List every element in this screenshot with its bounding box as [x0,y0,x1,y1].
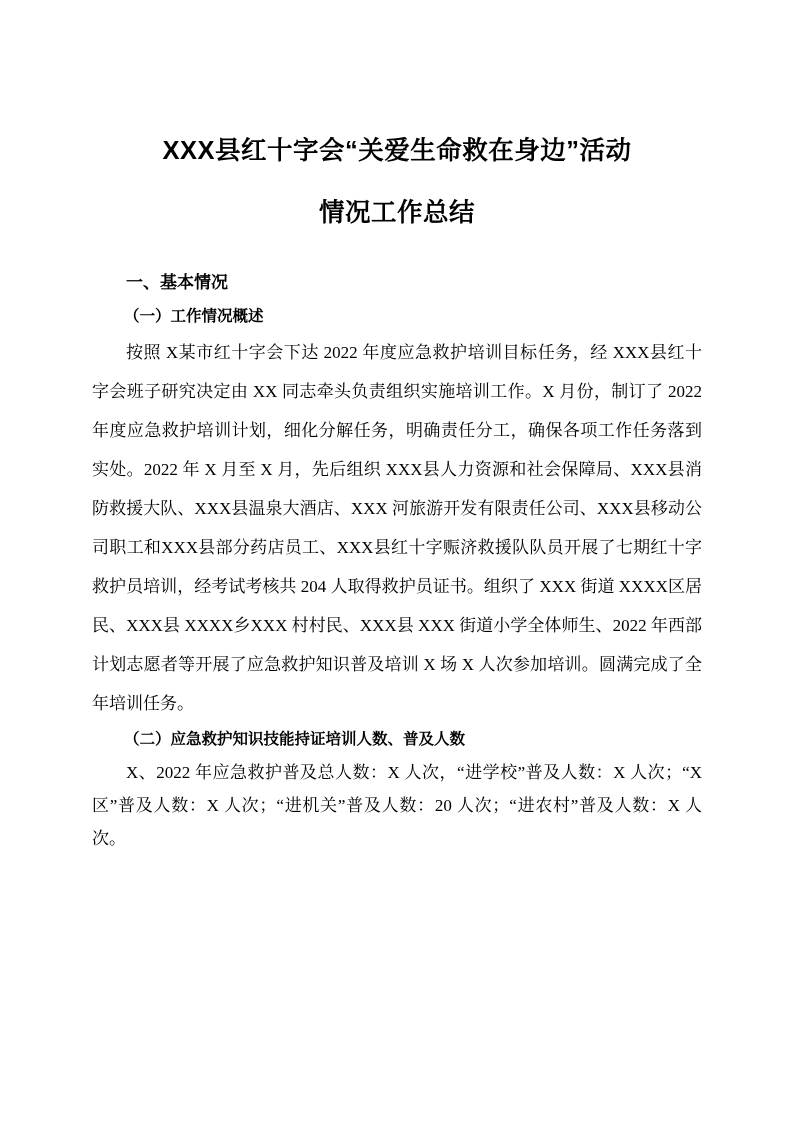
subsection-heading-training-numbers: （二）应急救护知识技能持证培训人数、普及人数 [124,731,466,748]
subsection-heading-work-overview: （一）工作情况概述 [124,308,264,325]
section-heading-basic-situation: 一、基本情况 [126,273,228,292]
page-title-line-2: 情况工作总结 [318,199,475,227]
page-title-line-1: XXX县红十字会“关爱生命救在身边”活动 [162,137,632,165]
paragraph-training-numbers: X、2022 年应急救护普及总人数：X 人次，“进学校”普及人数：X 人次；“X区”普及人数：X 人次；“进机关”普及人数：20 人次；“进农村”普及人数：X 人次。 [92,763,702,848]
paragraph-work-overview: 按照 X某市红十字会下达 2022 年度应急救护培训目标任务，经 XXX县红十字会班子研究决定由 XX 同志牵头负责组织实施培训工作。X 月份，制订了 2022 年度应急救护培训计划，细化分解任务，明确责任分工，确保各项工作任务落到实处。2022 年 X 月至 X 月，先后组织 XXX县人力资源和社会保障局、XXX县消防救援大队、XXX县温泉大酒店、XXX 河旅游开发有限责任公司、XXX县移动公司职工和XXX县部分药店员工、XXX县红十字赈济救援队队员开展了七期红十字救护员培训，经考试考核共 204 人取得救护员证书。组织了 XXX 街道 XXXX区居民、XXX县 XXXX乡XXX 村村民、XXX县 XXX 街道小学全体师生、2022 年西部计划志愿者等开展了应急救护知识普及培训 X 场 X 人次参加培训。圆满完成了全年培训任务。 [92,343,702,713]
page-title [92,120,702,244]
